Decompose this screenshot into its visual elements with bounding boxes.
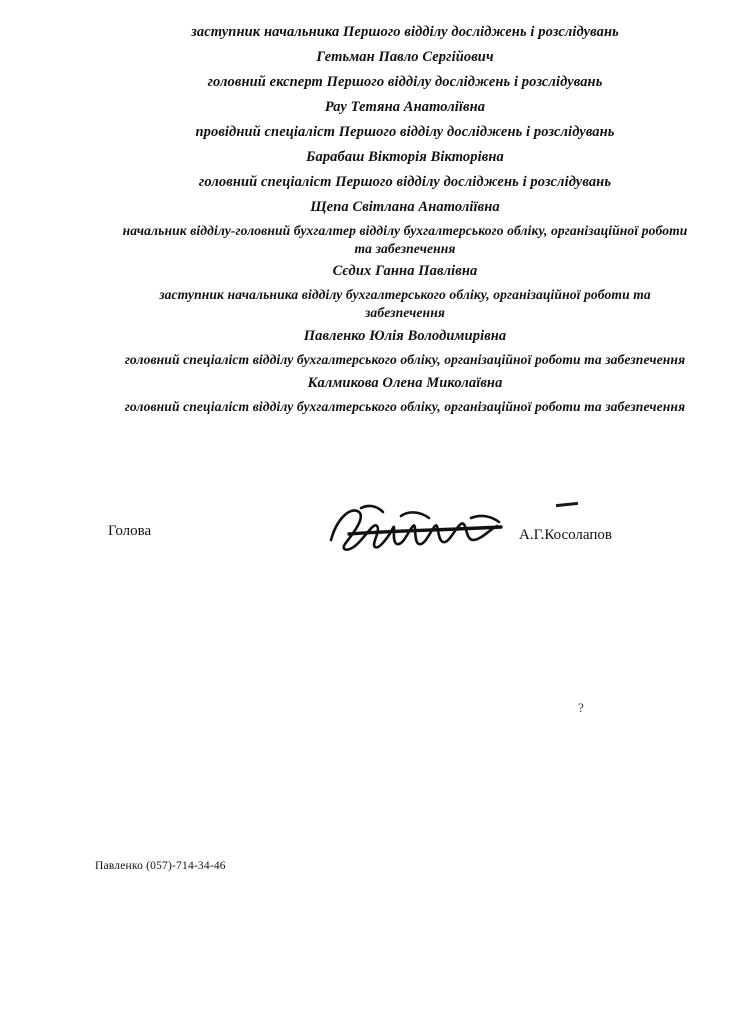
signer-name: А.Г.Косолапов	[519, 527, 612, 543]
roster-line: Барабаш Вікторія Вікторівна	[306, 149, 504, 166]
roster-line: Щепа Світлана Анатоліївна	[310, 199, 500, 216]
stray-pen-mark: ?	[578, 700, 584, 715]
roster-line: головний спеціаліст відділу бухгалтерського обліку, організаційної роботи та забезпечення	[124, 398, 686, 414]
staff-roster	[120, 22, 690, 419]
roster-line: головний експерт Першого відділу досліджень і розслідувань	[207, 74, 603, 91]
footer-contact: Павленко (057)-714-34-46	[95, 860, 226, 872]
signature-role-label: Голова	[108, 523, 152, 539]
signature-dash-mark	[556, 502, 578, 507]
handwritten-signature-icon	[325, 500, 525, 560]
roster-line: головний спеціаліст відділу бухгалтерського обліку, організаційної роботи та забезпечення	[124, 351, 686, 367]
roster-line: Калмикова Олена Миколаївна	[307, 374, 503, 391]
roster-line: Павленко Юлія Володимирівна	[303, 327, 507, 344]
roster-line: головний спеціаліст Першого відділу досліджень і розслідувань	[198, 174, 612, 191]
roster-line: заступник начальника Першого відділу досліджень і розслідувань	[191, 24, 619, 40]
roster-line: начальник відділу-головний бухгалтер відділу бухгалтерського обліку, організаційної роботи та забезпечення	[122, 223, 688, 256]
roster-line: заступник начальника відділу бухгалтерського обліку, організаційної роботи та забезпечення	[159, 287, 651, 321]
roster-line: провідний спеціаліст Першого відділу досліджень і розслідувань	[195, 124, 615, 141]
roster-line: Рау Тетяна Анатоліївна	[324, 99, 486, 116]
signature-block	[0, 505, 734, 565]
roster-line: Гетьман Павло Сергійович	[316, 49, 494, 66]
roster-line: Сєдих Ганна Павлівна	[332, 263, 478, 280]
